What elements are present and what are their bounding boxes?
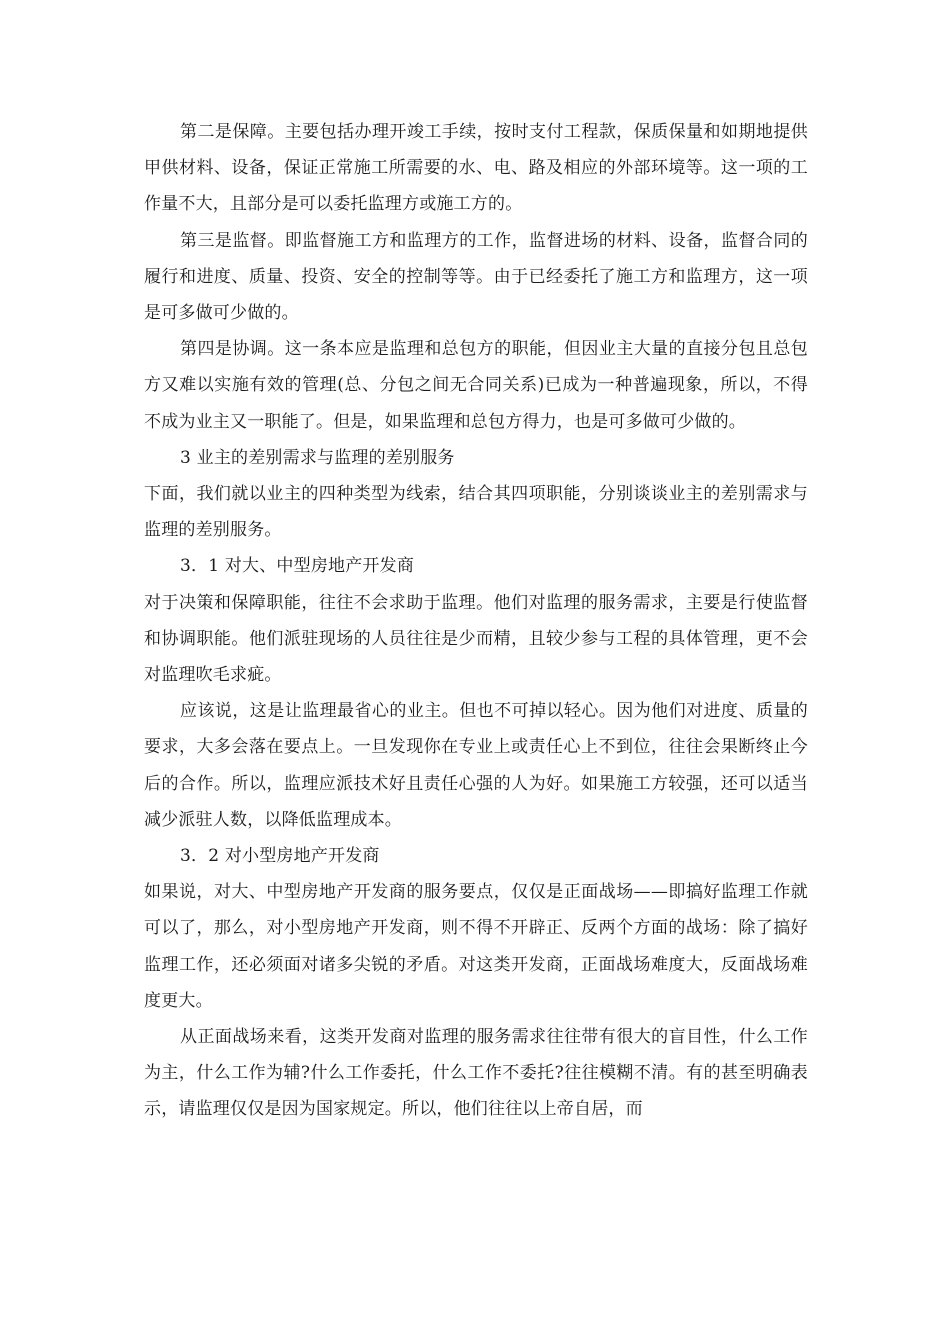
paragraph-section-3-intro: 下面，我们就以业主的四种类型为线索，结合其四项职能，分别谈谈业主的差别需求与监理的差别服务。 — [144, 484, 808, 541]
document-body — [144, 114, 808, 1128]
paragraph-large-developers: 对于决策和保障职能，往往不会求助于监理。他们对监理的服务需求，主要是行使监督和协调职能。他们派驻现场的人员往往是少而精，且较少参与工程的具体管理，更不会对监理吹毛求疵。 — [144, 592, 808, 686]
section-heading-3: 3 业主的差别需求与监理的差别服务 — [180, 447, 455, 468]
paragraph-large-developers-advice: 应该说，这是让监理最省心的业主。但也不可掉以轻心。因为他们对进度、质量的要求，大多会落在要点上。一旦发现你在专业上或责任心上不到位，往往会果断终止今后的合作。所以，监理应派技术好且责任心强的人为好。如果施工方较强，还可以适当减少派驻人数，以降低监理成本。 — [144, 701, 808, 830]
paragraph-supervision: 第三是监督。即监督施工方和监理方的工作，监督进场的材料、设备，监督合同的履行和进度、质量、投资、安全的控制等等。由于已经委托了施工方和监理方，这一项是可多做可少做的。 — [144, 230, 808, 324]
paragraph-small-developers: 如果说，对大、中型房地产开发商的服务要点，仅仅是正面战场——即搞好监理工作就可以了，那么，对小型房地产开发商，则不得不开辟正、反两个方面的战场：除了搞好监理工作，还必须面对诸多尖锐的矛盾。对这类开发商，正面战场难度大，反面战场难度更大。 — [144, 882, 808, 1011]
paragraph-small-developers-front: 从正面战场来看，这类开发商对监理的服务需求往往带有很大的盲目性，什么工作为主，什么工作为辅?什么工作委托，什么工作不委托?往往模糊不清。有的甚至明确表示，请监理仅仅是因为国家规定。所以，他们往往以上帝自居，而 — [144, 1027, 808, 1120]
paragraph-coordination: 第四是协调。这一条本应是监理和总包方的职能，但因业主大量的直接分包且总包方又难以实施有效的管理(总、分包之间无合同关系)已成为一种普遍现象，所以，不得不成为业主又一职能了。但是，如果监理和总包方得力，也是可多做可少做的。 — [144, 339, 808, 432]
section-heading-3-2: 3．2 对小型房地产开发商 — [180, 846, 380, 867]
paragraph-guarantee: 第二是保障。主要包括办理开竣工手续，按时支付工程款，保质保量和如期地提供甲供材料、设备，保证正常施工所需要的水、电、路及相应的外部环境等。这一项的工作量不大，且部分是可以委托监理方或施工方的。 — [144, 122, 808, 215]
section-heading-3-1: 3．1 对大、中型房地产开发商 — [180, 556, 415, 577]
